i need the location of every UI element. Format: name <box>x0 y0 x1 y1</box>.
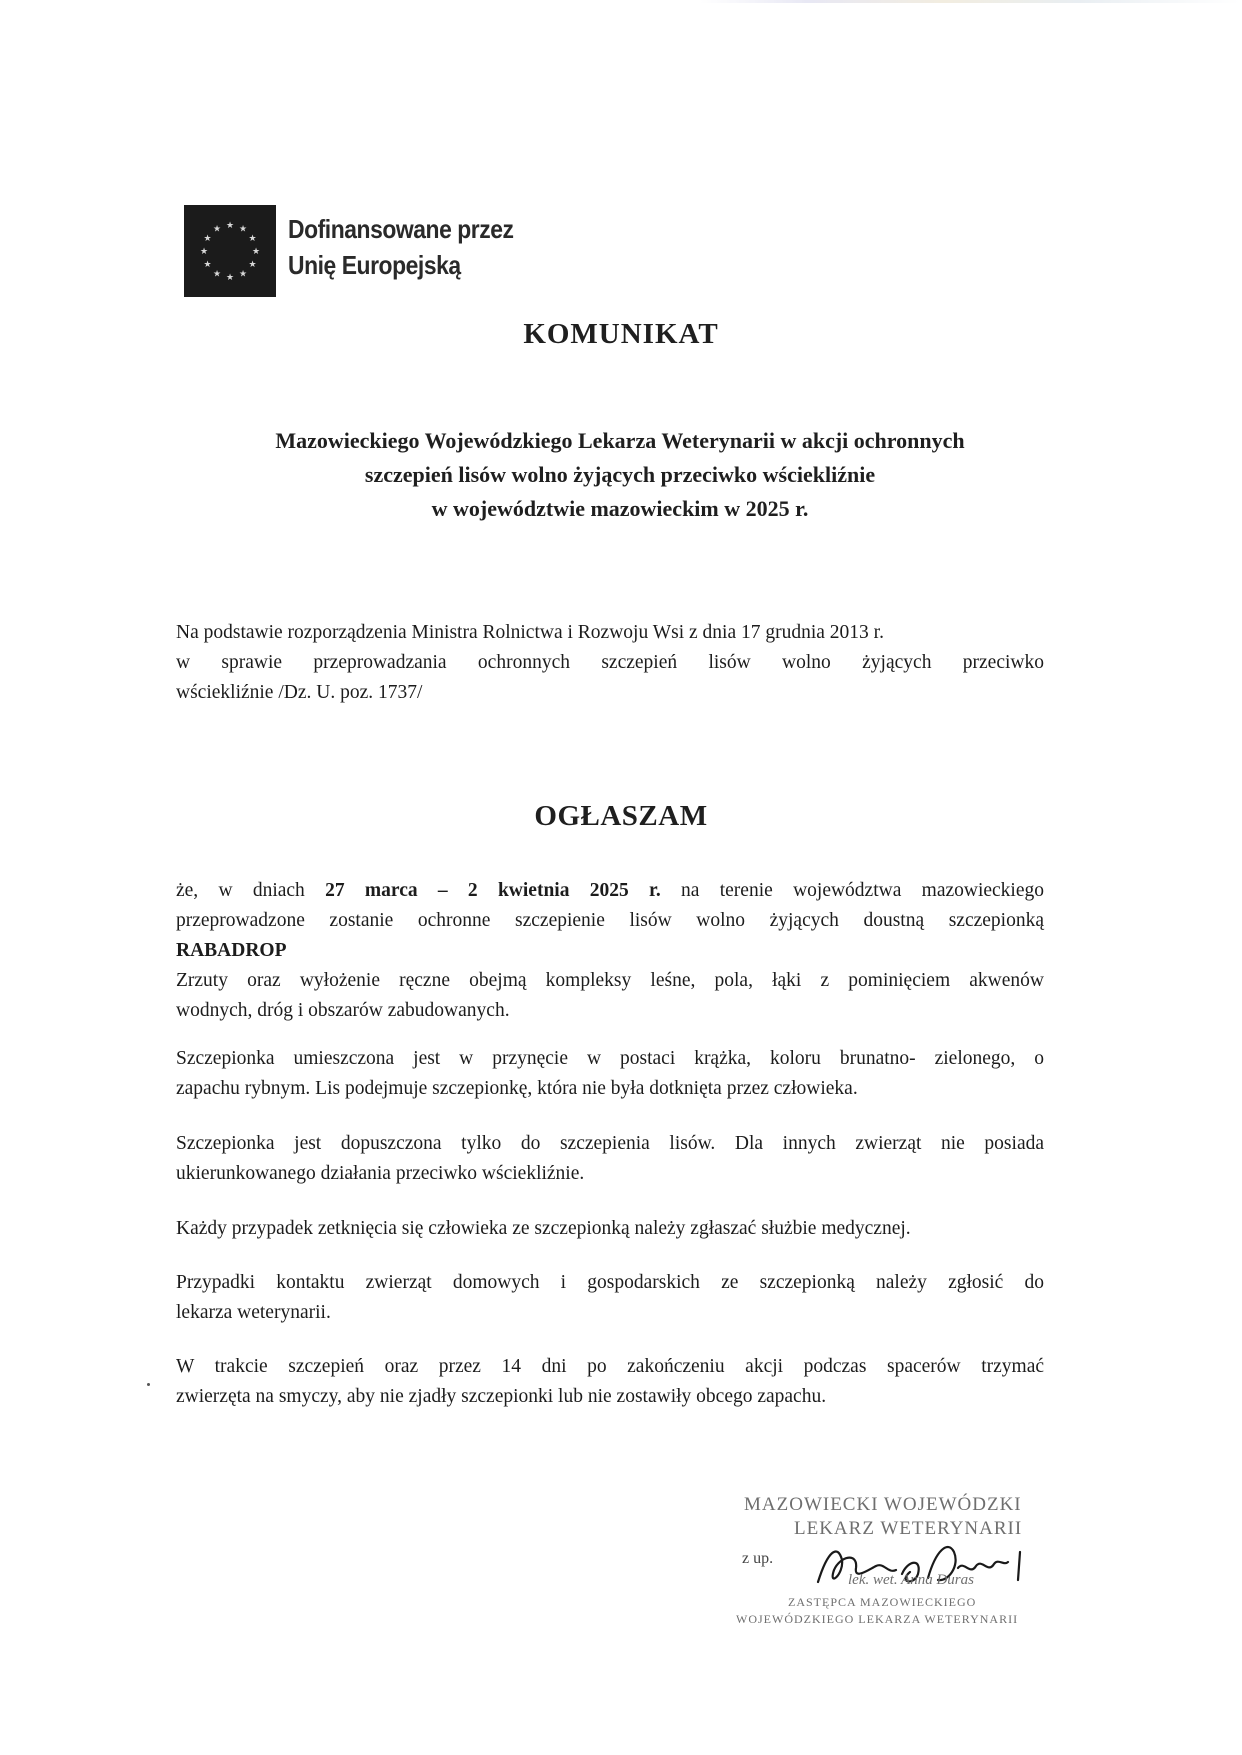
bait-line: Szczepionka umieszczona jest w przynęcie w postaci krążka, koloru brunatno- zielonego, o <box>176 1048 1044 1069</box>
subtitle-line: w województwie mazowieckim w 2025 r. <box>431 496 809 521</box>
subtitle-line: szczepień lisów wolno żyjących przeciwko wściekliźnie <box>364 462 876 487</box>
official-stamp <box>728 1490 1058 1630</box>
scan-edge-artifact <box>700 0 1240 3</box>
signatory-name: lek. wet. Anna Duras <box>848 1572 974 1588</box>
announcement-line: wodnych, dróg i obszarów zabudowanych. <box>176 1000 510 1021</box>
animal-contact-line: Przypadki kontaktu zwierząt domowych i gospodarskich ze szczepionką należy zgłosić do <box>176 1272 1044 1293</box>
eu-star-icon: ★ <box>212 268 222 279</box>
stamp-office-line2: LEKARZ WETERYNARII <box>794 1518 1023 1539</box>
animal-contact-paragraph <box>176 1268 1044 1328</box>
eu-flag-icon <box>184 205 276 297</box>
eu-star-icon: ★ <box>251 246 261 256</box>
eu-funding-text <box>288 211 517 283</box>
leash-line: zwierzęta na smyczy, aby nie zjadły szczepionki lub nie zostawiły obcego zapachu. <box>176 1386 827 1407</box>
campaign-dates: 27 marca – 2 kwietnia 2025 r. <box>325 880 661 901</box>
usage-paragraph <box>176 1129 1044 1189</box>
usage-line: Szczepionka jest dopuszczona tylko do szczepienia lisów. Dla innych zwierząt nie posiada <box>176 1133 1044 1154</box>
vaccine-name: RABADROP <box>176 940 287 961</box>
announcement-line: Zrzuty oraz wyłożenie ręczne obejmą kompleksy leśne, pola, łąki z pominięciem akwenów <box>176 970 1044 991</box>
eu-star-icon: ★ <box>248 259 257 269</box>
eu-star-icon: ★ <box>248 233 257 243</box>
human-contact-paragraph <box>176 1214 1044 1244</box>
eu-star-icon: ★ <box>238 223 248 234</box>
legal-basis-line: Na podstawie rozporządzenia Ministra Rolnictwa i Rozwoju Wsi z dnia 17 grudnia 2013 r. <box>176 622 884 643</box>
document-subtitle <box>150 424 1090 526</box>
eu-funding-line2: Unię Europejską <box>288 250 461 280</box>
eu-funding-line1: Dofinansowane przez <box>288 214 514 244</box>
leash-paragraph <box>176 1352 1044 1412</box>
announcement-prefix: że, w dniach <box>176 880 326 901</box>
eu-star-icon: ★ <box>203 233 212 243</box>
stamp-role-line2: WOJEWÓDZKIEGO LEKARZA WETERYNARII <box>736 1612 1019 1626</box>
animal-contact-line: lekarza weterynarii. <box>176 1302 331 1323</box>
announcement-line: przeprowadzone zostanie ochronne szczepienie lisów wolno żyjących doustną szczepionką <box>176 910 1044 931</box>
leash-line: W trakcie szczepień oraz przez 14 dni po zakończeniu akcji podczas spacerów trzymać <box>176 1356 1044 1377</box>
legal-basis-line: wściekliźnie /Dz. U. poz. 1737/ <box>176 682 423 703</box>
scan-speck <box>147 1383 150 1386</box>
announcement-line <box>176 876 1044 906</box>
eu-star-icon: ★ <box>199 246 209 256</box>
stamp-role-line1: ZASTĘPCA MAZOWIECKIEGO <box>788 1595 977 1609</box>
announcement-paragraph <box>176 876 1044 1026</box>
eu-star-icon: ★ <box>238 268 248 279</box>
announcement-region: na terenie województwa mazowieckiego <box>660 880 1045 901</box>
legal-basis-paragraph <box>176 618 1044 708</box>
usage-line: ukierunkowanego działania przeciwko wściekliźnie. <box>176 1163 585 1184</box>
legal-basis-line: w sprawie przeprowadzania ochronnych szczepień lisów wolno żyjących przeciwko <box>176 652 1044 673</box>
announce-heading: OGŁASZAM <box>534 800 708 832</box>
eu-star-icon: ★ <box>203 259 212 269</box>
handwritten-signature <box>798 1530 1038 1600</box>
subtitle-line: Mazowieckiego Wojewódzkiego Lekarza Weterynarii w akcji ochronnych <box>275 428 965 453</box>
document-title: KOMUNIKAT <box>523 318 719 350</box>
eu-star-icon: ★ <box>225 220 235 230</box>
stamp-office-line1: MAZOWIECKI WOJEWÓDZKI <box>744 1494 1022 1515</box>
eu-star-icon: ★ <box>225 272 235 282</box>
human-contact-line: Każdy przypadek zetknięcia się człowieka ze szczepionką należy zgłaszać służbie medycznej. <box>176 1218 911 1239</box>
stamp-authorization: z up. <box>742 1550 774 1567</box>
bait-paragraph <box>176 1044 1044 1104</box>
eu-star-icon: ★ <box>212 223 222 234</box>
bait-line: zapachu rybnym. Lis podejmuje szczepionkę, która nie była dotknięta przez człowieka. <box>176 1078 858 1099</box>
